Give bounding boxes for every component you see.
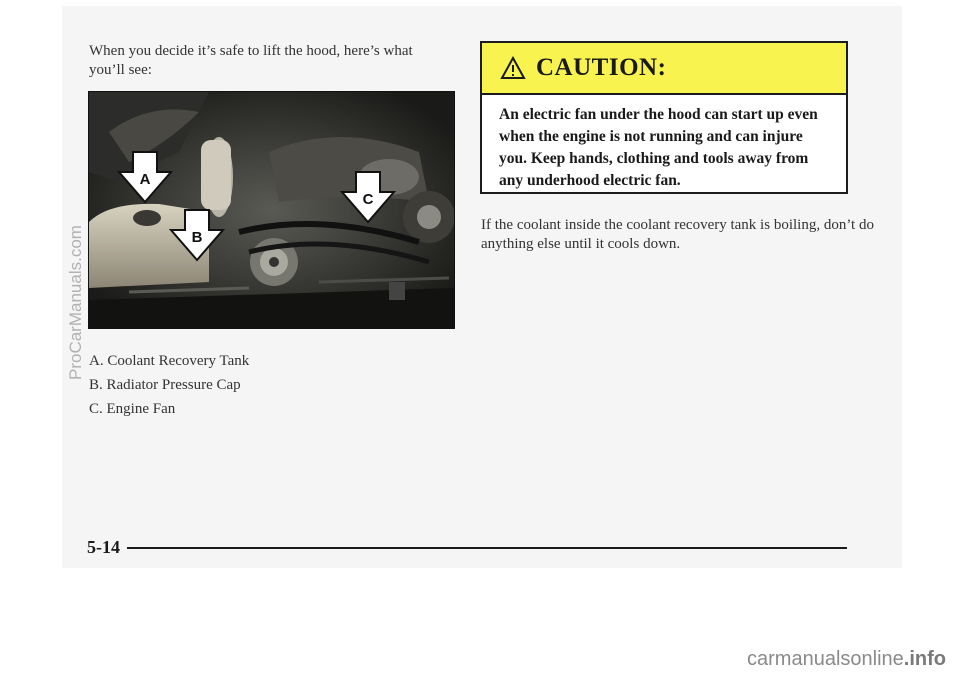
footer-rule — [127, 547, 847, 549]
callout-b-label: B — [191, 229, 203, 246]
page-number: 5-14 — [87, 537, 120, 557]
legend-item: C. Engine Fan — [89, 401, 176, 417]
caution-header — [482, 43, 846, 95]
warning-triangle-icon — [500, 56, 526, 80]
site-watermark — [747, 648, 946, 671]
coolant-paragraph: If the coolant inside the coolant recovery tank is boiling, don’t do anything else until it cools down. — [481, 217, 874, 252]
caution-body: An electric fan under the hood can start up even when the engine is not running and can injure you. Keep hands, clothing and tools away from any underhood electric fan. — [499, 106, 818, 189]
legend-list — [89, 352, 249, 424]
site-watermark-suffix: .info — [903, 648, 946, 670]
callout-a-label: A — [139, 171, 151, 188]
watermark: ProCarManuals.com — [66, 225, 85, 380]
intro-text: When you decide it’s safe to lift the hood, here’s what you’ll see: — [89, 43, 413, 78]
legend-item: A. Coolant Recovery Tank — [89, 353, 250, 369]
site-watermark-main: carmanualsonline — [747, 648, 904, 670]
caution-title: CAUTION: — [536, 54, 667, 81]
engine-photo — [88, 91, 455, 329]
callout-c-label: C — [362, 191, 374, 208]
legend-item: B. Radiator Pressure Cap — [89, 377, 241, 393]
caution-box — [480, 41, 848, 194]
